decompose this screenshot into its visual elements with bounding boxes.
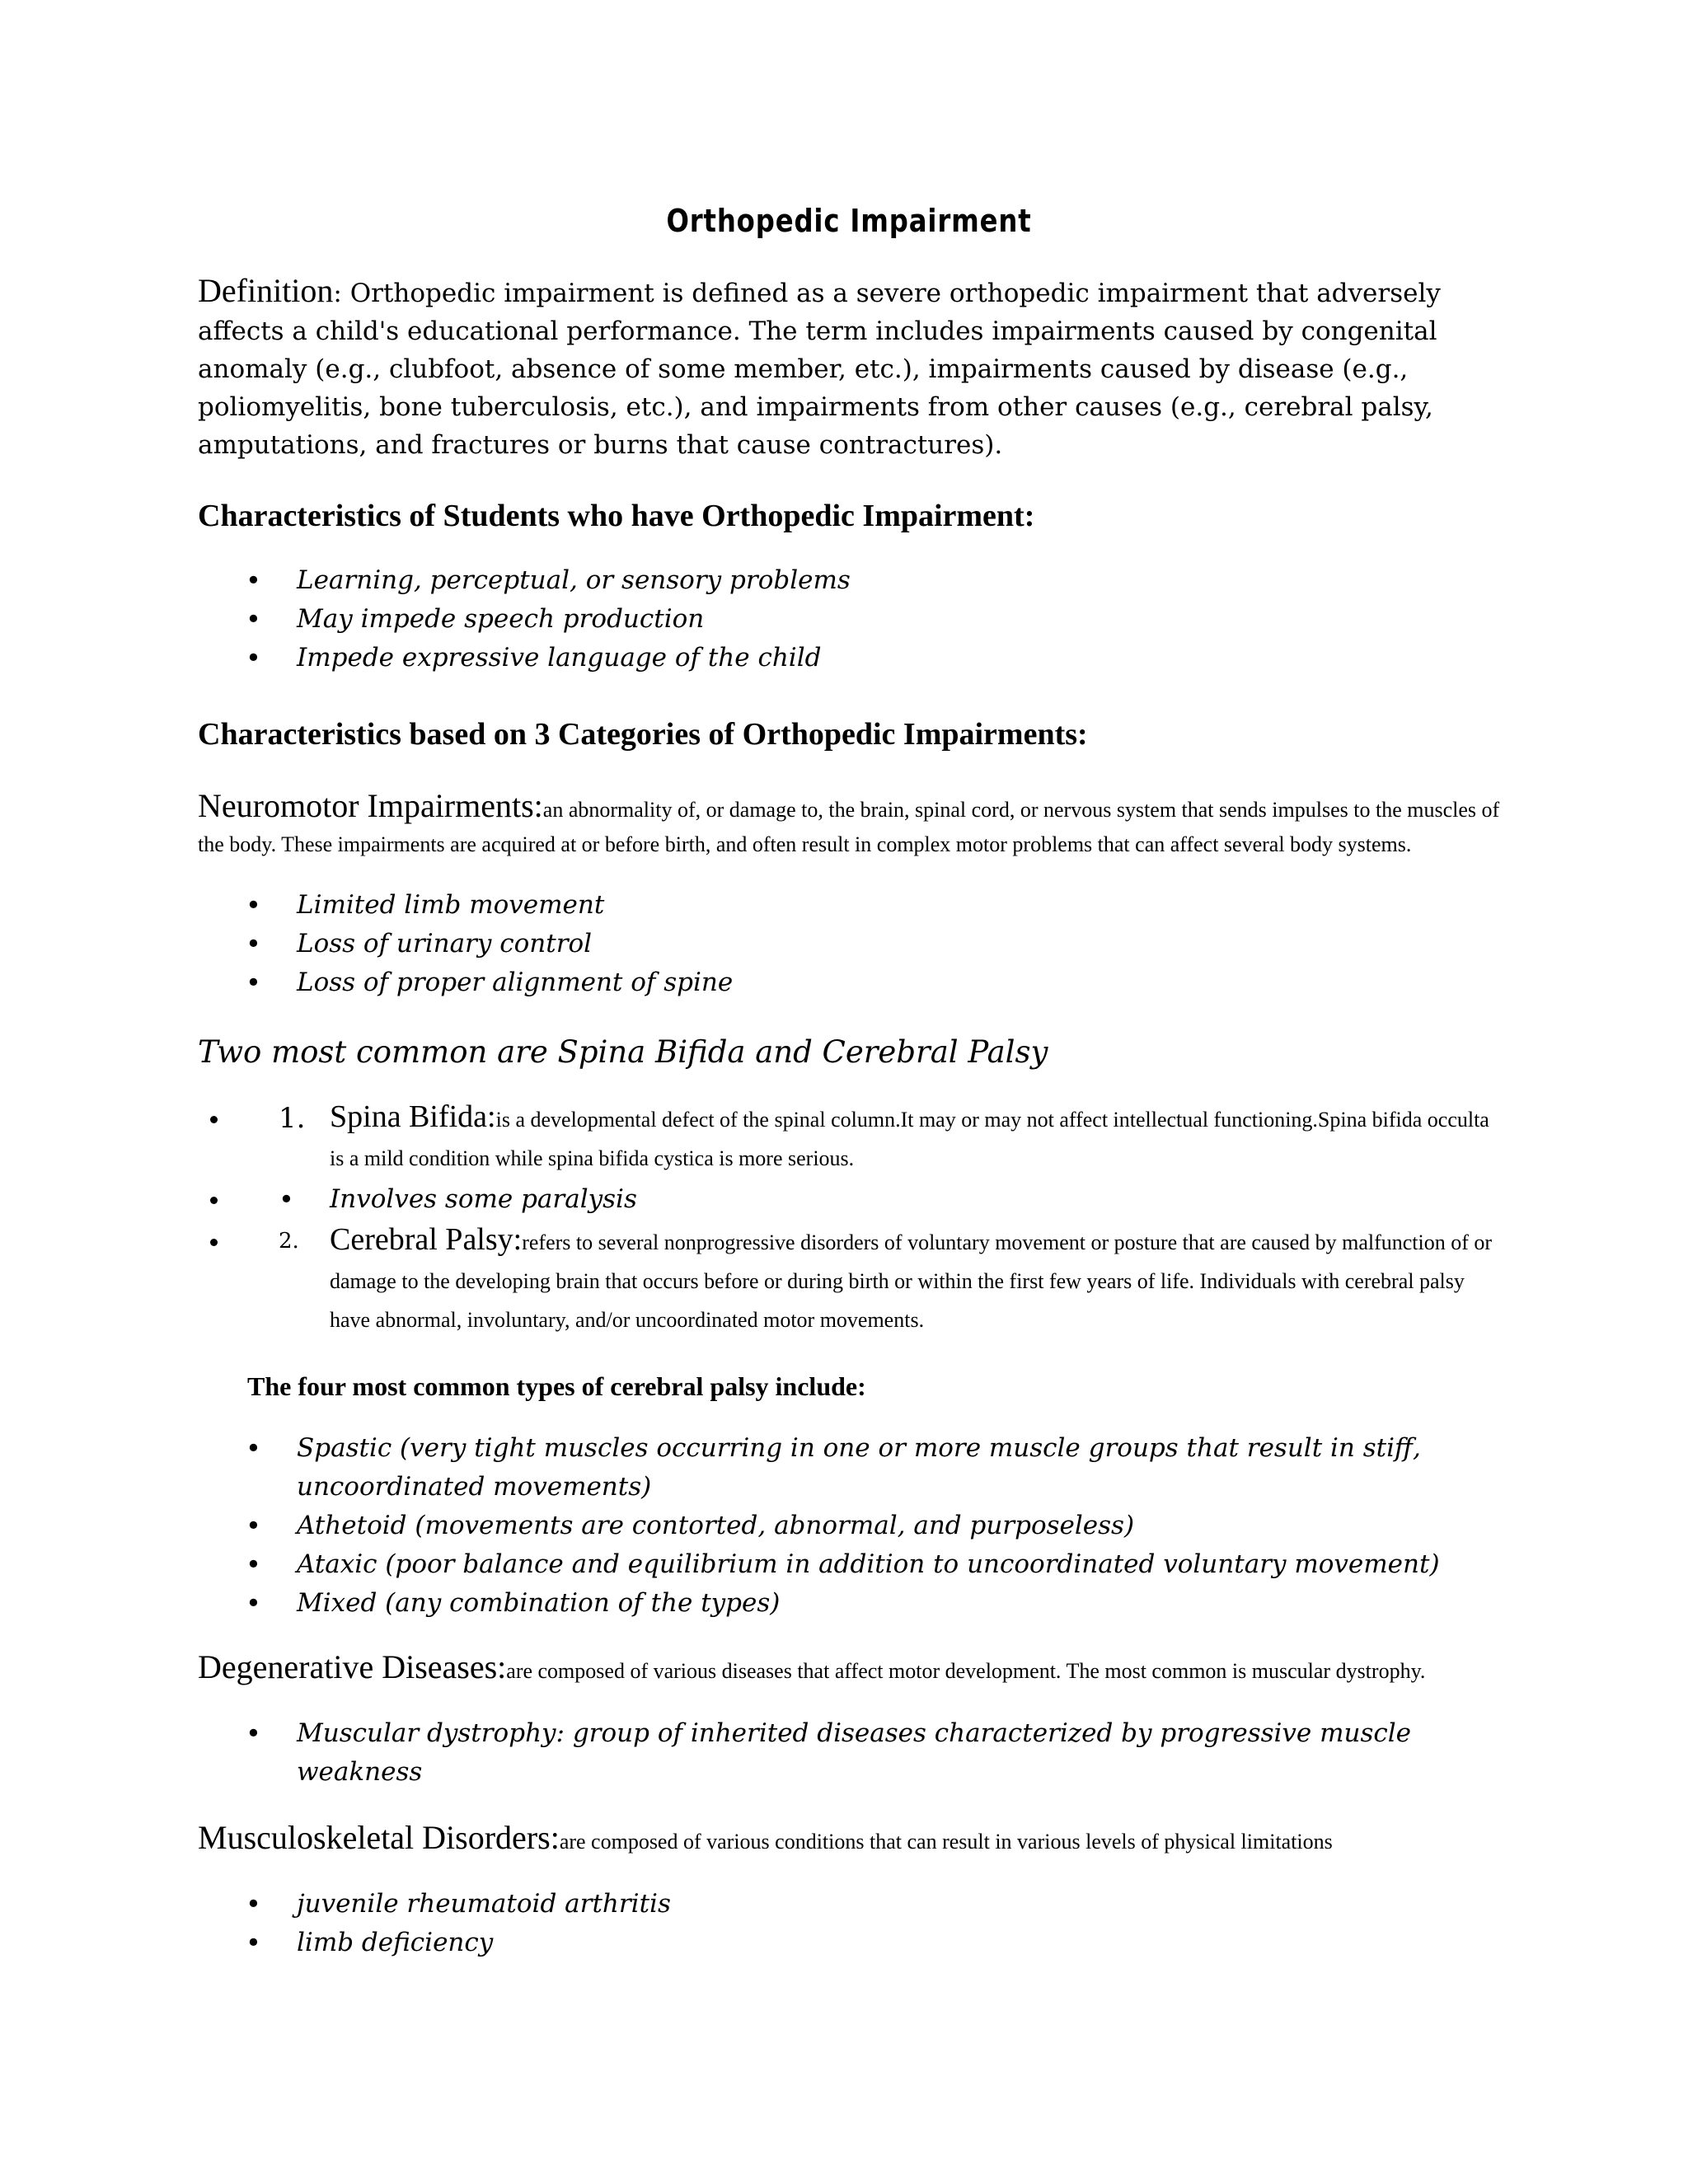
neuromotor-paragraph: [198, 787, 1500, 863]
categories-heading: Characteristics based on 3 Categories of Orthopedic Impairments:: [198, 717, 1088, 752]
list-number: • 1.: [279, 1102, 306, 1135]
degenerative-text: are composed of various diseases that affect motor development. The most common is muscular dystrophy.: [506, 1659, 1426, 1683]
list-item: • Limited limb movement: [198, 886, 1500, 925]
definition-paragraph: [198, 272, 1500, 464]
list-item: • Learning, perceptual, or sensory problems: [198, 561, 1500, 600]
spina-bifida-label: Spina Bifida:: [330, 1099, 496, 1134]
cp-types-heading: The four most common types of cerebral palsy include:: [247, 1371, 866, 1401]
list-item: • Loss of urinary control: [198, 925, 1500, 963]
neuromotor-label: Neuromotor Impairments:: [198, 787, 543, 824]
musculoskeletal-list: [198, 1885, 1500, 1962]
definition-label: Definition: [198, 272, 334, 309]
common-note: Two most common are Spina Bifida and Cerebral Palsy: [198, 1034, 1048, 1070]
cerebral-palsy-item: [231, 1222, 1500, 1338]
cerebral-palsy-label: Cerebral Palsy:: [330, 1222, 523, 1257]
musculoskeletal-text: are composed of various conditions that can result in various levels of physical limitations: [559, 1830, 1333, 1854]
disorders-list: [198, 1099, 1500, 1338]
list-item: • Muscular dystrophy: group of inherited diseases characterized by progressive muscle weakness: [198, 1714, 1500, 1792]
list-item: [231, 1180, 1500, 1219]
page-title: Orthopedic Impairment: [666, 203, 1032, 239]
list-item: • May impede speech production: [198, 600, 1500, 639]
cp-types-list: [198, 1429, 1500, 1623]
list-item: • Impede expressive language of the child: [198, 639, 1500, 677]
bullet-glyph: • •: [279, 1183, 294, 1215]
spina-bifida-text: is a developmental defect of the spinal column.It may or may not affect intellectual functioning.Spina bifida occulta is a mild condition while spina bifida cystica is more serious.: [330, 1108, 1489, 1170]
definition-text: : Orthopedic impairment is defined as a severe orthopedic impairment that adversely affects a child's educational performance. The term includes impairments caused by congenital anomaly (e.g., clubfoot, absence of some member, etc.), impairments caused by disease (e.g., poliomyelitis, bone tuberculosis, etc.), and impairments from other causes (e.g., cerebral palsy, amputations, and fractures or burns that cause contractures).: [198, 279, 1441, 460]
list-item: • limb deficiency: [198, 1924, 1500, 1962]
characteristics-heading: Characteristics of Students who have Orthopedic Impairment:: [198, 499, 1035, 533]
list-item: • Loss of proper alignment of spine: [198, 963, 1500, 1002]
musculoskeletal-paragraph: [198, 1821, 1500, 1860]
degenerative-list: [198, 1714, 1500, 1792]
degenerative-paragraph: [198, 1648, 1500, 1690]
list-item: • Mixed (any combination of the types): [198, 1584, 1500, 1623]
musculoskeletal-label: Musculoskeletal Disorders:: [198, 1819, 560, 1856]
spina-bifida-bullet: Involves some paralysis: [330, 1184, 637, 1214]
degenerative-label: Degenerative Diseases:: [198, 1648, 507, 1685]
list-number: • 2.: [279, 1229, 299, 1254]
characteristics-list: [198, 561, 1500, 677]
neuromotor-text: an abnormality of, or damage to, the brain, spinal cord, or nervous system that sends impulses to the muscles of the body. These impairments are acquired at or before birth, and often result in complex motor problems that can affect several body systems.: [198, 798, 1500, 856]
list-item: • Ataxic (poor balance and equilibrium in addition to uncoordinated voluntary movement): [198, 1545, 1500, 1584]
neuromotor-list: [198, 886, 1500, 1002]
spina-bifida-item: [231, 1099, 1500, 1177]
cerebral-palsy-text: refers to several nonprogressive disorders of voluntary movement or posture that are caused by malfunction of or damage to the developing brain that occurs before or during birth or within the first few years of life. Individuals with cerebral palsy have abnormal, involuntary, and/or uncoordinated motor movements.: [330, 1230, 1493, 1332]
list-item: • juvenile rheumatoid arthritis: [198, 1885, 1500, 1924]
list-item: • Athetoid (movements are contorted, abnormal, and purposeless): [198, 1507, 1500, 1545]
document-body: [198, 203, 1500, 1962]
list-item: • Spastic (very tight muscles occurring in one or more muscle groups that result in stiff, uncoordinated movements): [198, 1429, 1500, 1507]
